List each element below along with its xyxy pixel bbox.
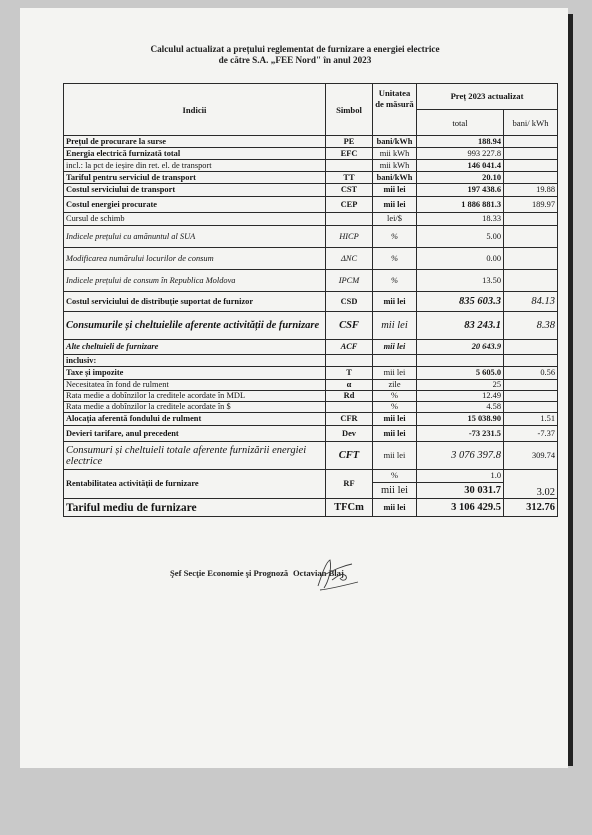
row-unit: %: [373, 270, 417, 292]
row-total: 5.00: [417, 226, 504, 248]
row-unit: mii lei: [373, 442, 417, 470]
row-symbol: IPCM: [326, 270, 373, 292]
table-row: [64, 499, 558, 517]
document-title: [80, 44, 510, 66]
header-indicii: Indicii: [64, 84, 326, 136]
table-row: [64, 413, 558, 426]
row-bani: [504, 172, 558, 184]
row-label: inclusiv:: [64, 355, 326, 367]
header-simbol: Simbol: [326, 84, 373, 136]
scan-edge: [568, 14, 573, 766]
table-row: [64, 172, 558, 184]
signatory-position: Şef Secţie Economie şi Prognoză: [170, 568, 289, 578]
row-symbol: Rd: [326, 391, 373, 402]
row-bani: [504, 340, 558, 355]
row-symbol: CSD: [326, 292, 373, 312]
row-unit: mii lei: [373, 367, 417, 380]
row-label: Tariful mediu de furnizare: [64, 499, 326, 517]
row-total: 3 106 429.5: [417, 499, 504, 517]
row-unit: mii lei: [373, 426, 417, 442]
row-bani: [504, 226, 558, 248]
row-symbol: CFT: [326, 442, 373, 470]
row-bani: [504, 148, 558, 160]
row-bani: 309.74: [504, 442, 558, 470]
row-symbol: TT: [326, 172, 373, 184]
row-bani: 312.76: [504, 499, 558, 517]
title-line-1: Calculul actualizat a prețului reglementat de furnizare a energiei electrice: [150, 44, 440, 54]
row-unit: mii lei: [373, 197, 417, 213]
row-label: Consumurile și cheltuielile aferente activității de furnizare: [64, 312, 326, 340]
row-total: 5 605.0: [417, 367, 504, 380]
row-label: Alte cheltuieli de furnizare: [64, 340, 326, 355]
row-total: 146 041.4: [417, 160, 504, 172]
row-unit: zile: [373, 380, 417, 391]
row-unit: lei/$: [373, 213, 417, 226]
row-unit: [373, 355, 417, 367]
table-row: [64, 402, 558, 413]
table-row: [64, 292, 558, 312]
row-total: 4.58: [417, 402, 504, 413]
row-total-2: 30 031.7: [417, 483, 504, 499]
row-bani: 189.97: [504, 197, 558, 213]
row-unit: mii lei: [373, 340, 417, 355]
row-symbol: CFR: [326, 413, 373, 426]
row-label: Cursul de schimb: [64, 213, 326, 226]
row-total: -73 231.5: [417, 426, 504, 442]
row-bani: [504, 160, 558, 172]
row-total: 15 038.90: [417, 413, 504, 426]
row-total: 197 438.6: [417, 184, 504, 197]
row-symbol: [326, 402, 373, 413]
header-bani: bani/ kWh: [504, 110, 558, 136]
table-row: [64, 226, 558, 248]
row-bani: 19.88: [504, 184, 558, 197]
row-label: Prețul de procurare la surse: [64, 136, 326, 148]
table-row: [64, 470, 558, 483]
row-symbol: HICP: [326, 226, 373, 248]
row-unit: bani/kWh: [373, 172, 417, 184]
row-label: Rata medie a dobînzilor la creditele acordate în MDL: [64, 391, 326, 402]
row-total: [417, 355, 504, 367]
table-row: [64, 160, 558, 172]
row-symbol: EFC: [326, 148, 373, 160]
row-symbol: TFCm: [326, 499, 373, 517]
row-unit: mii kWh: [373, 148, 417, 160]
row-unit-2: mii lei: [373, 483, 417, 499]
row-unit: %: [373, 402, 417, 413]
row-unit: %: [373, 470, 417, 483]
row-bani: [504, 402, 558, 413]
row-bani: [504, 380, 558, 391]
row-total: 20 643.9: [417, 340, 504, 355]
row-symbol: RF: [326, 470, 373, 499]
row-label: Alocația aferentă fondului de rulment: [64, 413, 326, 426]
row-total: 1 886 881.3: [417, 197, 504, 213]
row-label: Costul serviciului de distribuție suportat de furnizor: [64, 292, 326, 312]
row-label: Necesitatea în fond de rulment: [64, 380, 326, 391]
row-label: Energia electrică furnizată total: [64, 148, 326, 160]
row-symbol: CSF: [326, 312, 373, 340]
row-total: 0.00: [417, 248, 504, 270]
row-symbol: PE: [326, 136, 373, 148]
row-unit: %: [373, 248, 417, 270]
row-symbol: [326, 213, 373, 226]
table-row: [64, 367, 558, 380]
table-row: [64, 426, 558, 442]
title-line-2: de către S.A. „FEE Nord" în anul 2023: [218, 55, 372, 65]
row-unit: mii lei: [373, 292, 417, 312]
row-symbol: T: [326, 367, 373, 380]
row-label: Taxe și impozite: [64, 367, 326, 380]
signatory-name: Octavian Blaj: [293, 568, 344, 578]
handwritten-signature: [312, 556, 364, 592]
row-unit: bani/kWh: [373, 136, 417, 148]
row-total: 20.10: [417, 172, 504, 184]
row-label: Devieri tarifare, anul precedent: [64, 426, 326, 442]
row-unit: mii lei: [373, 312, 417, 340]
row-symbol: [326, 160, 373, 172]
row-symbol: ΔNC: [326, 248, 373, 270]
row-label: incl.: la pct de ieșire din ret. el. de transport: [64, 160, 326, 172]
row-symbol: CEP: [326, 197, 373, 213]
header-pret: Preț 2023 actualizat: [417, 84, 558, 110]
row-bani: 84.13: [504, 292, 558, 312]
table-row: [64, 340, 558, 355]
row-label: Indicele prețului cu amănuntul al SUA: [64, 226, 326, 248]
row-total: 18.33: [417, 213, 504, 226]
header-unitatea: Unitatea de măsură: [373, 84, 417, 136]
table-row: [64, 148, 558, 160]
row-symbol: Dev: [326, 426, 373, 442]
row-total: 3 076 397.8: [417, 442, 504, 470]
row-total: 993 227.8: [417, 148, 504, 160]
table-row: [64, 442, 558, 470]
row-label: Indicele prețului de consum în Republica Moldova: [64, 270, 326, 292]
row-bani: 1.51: [504, 413, 558, 426]
row-label: Costul energiei procurate: [64, 197, 326, 213]
row-bani: [504, 213, 558, 226]
tariff-table: [63, 83, 558, 517]
row-label: Rata medie a dobînzilor la creditele acordate în $: [64, 402, 326, 413]
row-unit: mii lei: [373, 499, 417, 517]
row-bani: [504, 355, 558, 367]
row-unit: mii lei: [373, 413, 417, 426]
row-total: 835 603.3: [417, 292, 504, 312]
row-total: 1.0: [417, 470, 504, 483]
table-row: [64, 213, 558, 226]
row-bani: [504, 391, 558, 402]
row-label: Costul serviciului de transport: [64, 184, 326, 197]
row-bani: 3.02: [504, 470, 558, 499]
table-row: [64, 136, 558, 148]
row-symbol: [326, 355, 373, 367]
table-row: [64, 248, 558, 270]
row-label: Rentabilitatea activității de furnizare: [64, 470, 326, 499]
row-symbol: CST: [326, 184, 373, 197]
row-bani: -7.37: [504, 426, 558, 442]
header-total: total: [417, 110, 504, 136]
row-total: 12.49: [417, 391, 504, 402]
row-total: 83 243.1: [417, 312, 504, 340]
row-unit: mii kWh: [373, 160, 417, 172]
row-bani: [504, 248, 558, 270]
row-total: 25: [417, 380, 504, 391]
table-row: [64, 197, 558, 213]
table-row: [64, 355, 558, 367]
table-row: [64, 270, 558, 292]
row-bani: 0.56: [504, 367, 558, 380]
table-row: [64, 184, 558, 197]
row-label: Consumuri și cheltuieli totale aferente furnizării energiei electrice: [64, 442, 326, 470]
table-row: [64, 391, 558, 402]
table-row: [64, 312, 558, 340]
row-label: Tariful pentru serviciul de transport: [64, 172, 326, 184]
row-total: 13.50: [417, 270, 504, 292]
row-label: Modificarea numărului locurilor de consum: [64, 248, 326, 270]
table-row: [64, 380, 558, 391]
row-unit: %: [373, 391, 417, 402]
row-unit: mii lei: [373, 184, 417, 197]
row-unit: %: [373, 226, 417, 248]
row-bani: [504, 136, 558, 148]
row-bani: 8.38: [504, 312, 558, 340]
row-total: 188.94: [417, 136, 504, 148]
signature-line: [170, 568, 344, 578]
row-bani: [504, 270, 558, 292]
row-symbol: α: [326, 380, 373, 391]
row-symbol: ACF: [326, 340, 373, 355]
